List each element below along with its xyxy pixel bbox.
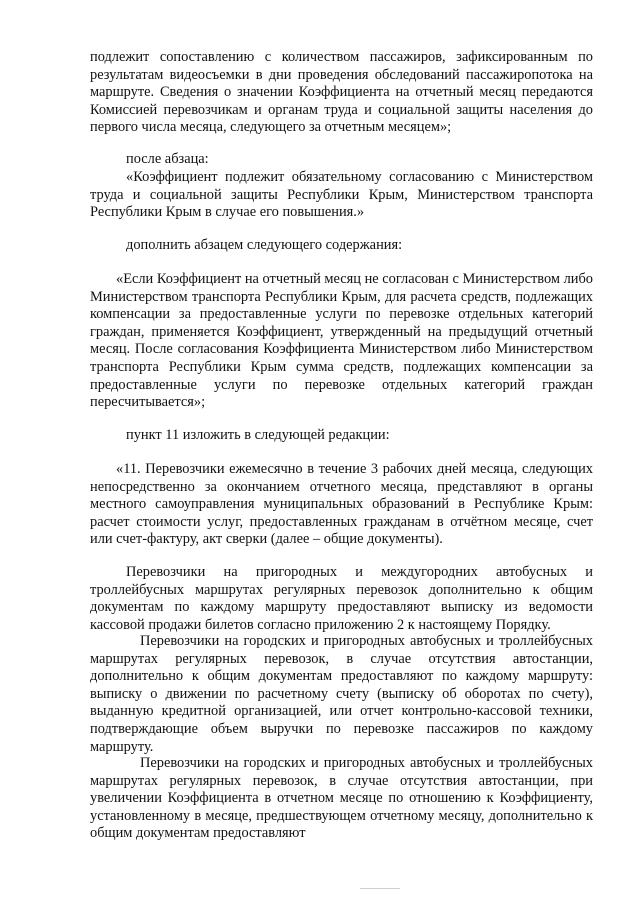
- after-paragraph-label: после абзаца:: [126, 151, 209, 167]
- paragraph-coefficient-increase: Перевозчики на городских и пригородных автобусных и троллейбусных маршрутах регулярных перевозок, в случае отсутствия автостанции, при увеличении Коэффициента в отчетном месяце по отношению к Коэффициенту, установленному в месяце, предшествующем отчетному месяцу, дополнительно к общим документам предоставляют: [90, 755, 593, 842]
- paragraph-suburban-carriers: Перевозчики на пригородных и междугородних автобусных и троллейбусных маршрутах регулярных перевозок дополнительно к общим документам по каждому маршруту предоставляют выписку из ведомости кассовой продажи билетов согласно приложению 2 к настоящему Порядку.: [90, 564, 593, 633]
- supplement-label: дополнить абзацем следующего содержания:: [126, 237, 403, 253]
- clause-11-label: пункт 11 изложить в следующей редакции:: [126, 427, 390, 443]
- scan-mark: [360, 888, 400, 889]
- quote-coefficient-approval: «Коэффициент подлежит обязательному согласованию с Министерством труда и социальной защиты Республики Крым, Министерством транспорта Республики Крым в случае его повышения.»: [90, 169, 593, 221]
- clause-11-text: «11. Перевозчики ежемесячно в течение 3 рабочих дней месяца, следующих непосредственно за окончанием отчетного месяца, представляют в органы местного самоуправления муниципальных образований в Республике Крым: расчет стоимости услуг, предоставленных гражданам в отчётном месяце, счет или счет-фактуру, акт сверки (далее – общие документы).: [90, 461, 593, 548]
- quote-unapproved-coefficient: «Если Коэффициент на отчетный месяц не согласован с Министерством либо Министерством транспорта Республики Крым, для расчета средств, подлежащих компенсации за предоставленные услуги по перевозке отдельных категорий граждан, применяется Коэффициент, утвержденный на предыдущий отчетный месяц. После согласования Коэффициента Министерством либо Министерством транспорта Республики Крым сумма средств, подлежащих компенсации за предоставленные услуги по перевозке отдельных категорий граждан пересчитывается»;: [90, 271, 593, 411]
- paragraph-urban-carriers: Перевозчики на городских и пригородных автобусных и троллейбусных маршрутах регулярных перевозок, в случае отсутствия автостанции, дополнительно к общим документам предоставляют по каждому маршруту: выписку о движении по расчетному счету (выписку об оборотах по счету), выданную кредитной организацией, или отчет контрольно-кассовой техники, подтверждающие объем выручки по перевозке пассажиров по каждому маршруту.: [90, 633, 593, 755]
- paragraph-comparison: подлежит сопоставлению с количеством пассажиров, зафиксированным по результатам видеосъемки в дни проведения обследований пассажиропотока на маршруте. Сведения о значении Коэффициента на отчетный месяц передаются Комиссией перевозчикам и органам труда и социальной защиты населения до первого числа месяца, следующего за отчетным месяцем»;: [90, 49, 593, 136]
